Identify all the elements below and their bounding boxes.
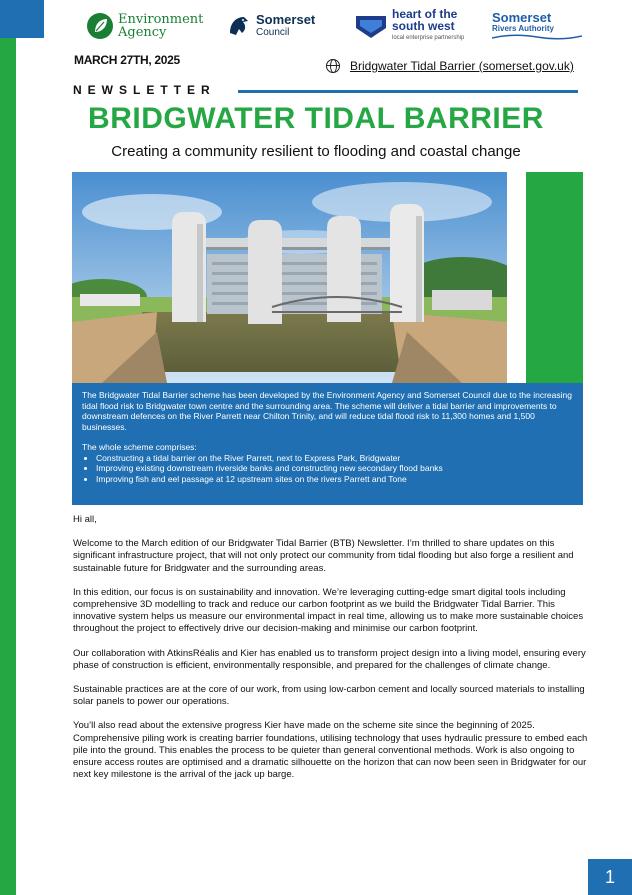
greeting: Hi all, <box>73 514 97 525</box>
tidal-barrier-photo <box>72 172 507 383</box>
website-link-text[interactable]: Bridgwater Tidal Barrier (somerset.gov.uk) <box>350 59 574 73</box>
scheme-list-lead: The whole scheme comprises: <box>82 442 197 452</box>
scheme-description: The Bridgwater Tidal Barrier scheme has been developed by the Environment Agency and Somerset Council due to the increasing tidal flood risk to Bridgwater town centre and the surrounding area. The scheme will deliver a tidal barrier and improvements to downstream defences on the River Parrett near Chilton Trinity, and will reduce tidal flood risk to 11,300 homes and 1,500 businesses. <box>82 390 572 432</box>
environment-agency-logo: Environment Agency <box>86 8 203 44</box>
heart-of-the-south-west-logo: heart of the south west local enterprise partnership <box>354 8 464 44</box>
page-title: BRIDGWATER TIDAL BARRIER <box>88 102 544 135</box>
partner-logos <box>80 8 592 44</box>
page-number: 1 <box>588 859 632 895</box>
header-divider <box>238 90 578 93</box>
paragraph: In this edition, our focus is on sustainability and innovation. We’re leveraging cutting-edge smart digital tools including comprehensive 3D modelling to track and reduce our carbon footprint as we build the Bridgwater Tidal Barrier. This innovative system helps us measure our environmental impact in real time, allowing us to make more sustainable choices throughout the project to effectively drive our decision-making and minimise our carbon footprint. <box>73 586 584 635</box>
globe-icon <box>326 59 340 73</box>
scheme-summary-box <box>72 383 583 505</box>
list-item: • Improving existing downstream riverside banks and constructing new secondary flood banks <box>96 463 573 474</box>
leaf-icon <box>86 12 114 40</box>
page-subtitle: Creating a community resilient to flooding and coastal change <box>111 143 521 160</box>
left-accent-bar <box>0 38 16 895</box>
website-link[interactable] <box>326 59 574 73</box>
shield-icon <box>354 12 388 40</box>
paragraph: Welcome to the March edition of our Bridgwater Tidal Barrier (BTB) Newsletter. I’m thrilled to share updates on this significant infrastructure project, that will not only protect our community from tidal flooding but also forge a resilient and sustainable future for Bridgwater and the surrounding areas. <box>73 538 574 574</box>
newsletter-label: NEWSLETTER <box>73 83 216 97</box>
dragon-icon <box>226 13 252 39</box>
green-accent-block <box>526 172 583 383</box>
paragraph: Our collaboration with AtkinsRéalis and Kier has enabled us to transform project design into a living model, ensuring every phase of construction is efficient, environmentally responsible, and prepared for the challenges of climate change. <box>73 647 586 671</box>
list-item: • Constructing a tidal barrier on the River Parrett, next to Express Park, Bridgwater <box>96 453 573 464</box>
somerset-rivers-authority-logo: Somerset Rivers Authority <box>492 8 582 44</box>
list-item: • Improving fish and eel passage at 12 upstream sites on the rivers Parrett and Tone <box>96 474 573 485</box>
paragraph: Sustainable practices are at the core of our work, from using low-carbon cement and locally sourced materials to installing solar panels to power our operations. <box>73 684 585 708</box>
somerset-council-logo: Somerset Council <box>226 8 315 44</box>
issue-date: MARCH 27TH, 2025 <box>74 53 180 67</box>
scheme-list <box>82 453 573 485</box>
wave-icon <box>492 33 582 41</box>
newsletter-body <box>73 514 588 793</box>
corner-accent <box>0 0 44 38</box>
paragraph: You’ll also read about the extensive progress Kier have made on the scheme site since the beginning of 2025. Comprehensive piling work is creating barrier foundations, utilising technology that uses hydraulic pressure to embed each pile into the ground. This enables the process to be quieter than general conventional methods. Work is also ongoing to ensure access routes are optimised and a dramatic silhouette on the horizon that can now been seen in Bridgwater for our next key milestone is the arrival of the jack up barge. <box>73 720 588 781</box>
